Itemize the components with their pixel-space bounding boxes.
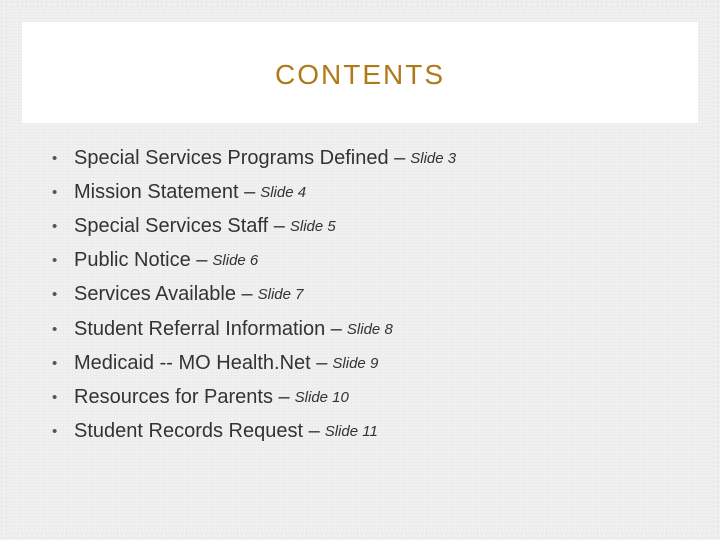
item-slide-ref: Slide 4 (260, 183, 307, 201)
bullet-icon: • (52, 388, 58, 406)
bullet-icon: • (52, 149, 58, 167)
bullet-icon: • (52, 252, 58, 270)
item-label: Public Notice – (74, 249, 208, 272)
bullet-icon: • (52, 423, 58, 441)
item-label: Special Services Programs Defined – (74, 146, 406, 169)
bullet-icon: • (52, 320, 58, 338)
item-slide-ref: Slide 6 (212, 252, 259, 270)
contents-item (52, 175, 456, 209)
bullet-icon: • (52, 183, 58, 201)
contents-item (52, 141, 456, 175)
contents-item (52, 278, 456, 312)
item-slide-ref: Slide 3 (410, 149, 457, 167)
item-label: Services Available – (74, 283, 253, 306)
slide-title: CONTENTS (275, 58, 445, 90)
contents-item (52, 346, 456, 380)
bullet-icon: • (52, 354, 58, 372)
item-label: Student Records Request – (74, 420, 320, 443)
bullet-icon: • (52, 217, 58, 235)
item-label: Medicaid -- MO Health.Net – (74, 351, 328, 374)
item-slide-ref: Slide 10 (294, 388, 349, 406)
item-slide-ref: Slide 5 (289, 217, 336, 235)
contents-item (52, 209, 456, 243)
item-slide-ref: Slide 11 (324, 423, 378, 441)
contents-item (52, 312, 456, 346)
item-slide-ref: Slide 8 (346, 320, 393, 338)
item-label: Special Services Staff – (74, 214, 285, 237)
bullet-icon: • (52, 286, 58, 304)
item-label: Student Referral Information – (74, 317, 342, 340)
contents-list (52, 141, 456, 449)
item-slide-ref: Slide 7 (257, 286, 304, 304)
item-slide-ref: Slide 9 (332, 354, 379, 372)
item-label: Resources for Parents – (74, 385, 290, 408)
contents-item (52, 415, 456, 449)
item-label: Mission Statement – (74, 180, 256, 203)
title-box (22, 22, 698, 123)
contents-item (52, 244, 456, 278)
contents-item (52, 380, 456, 414)
